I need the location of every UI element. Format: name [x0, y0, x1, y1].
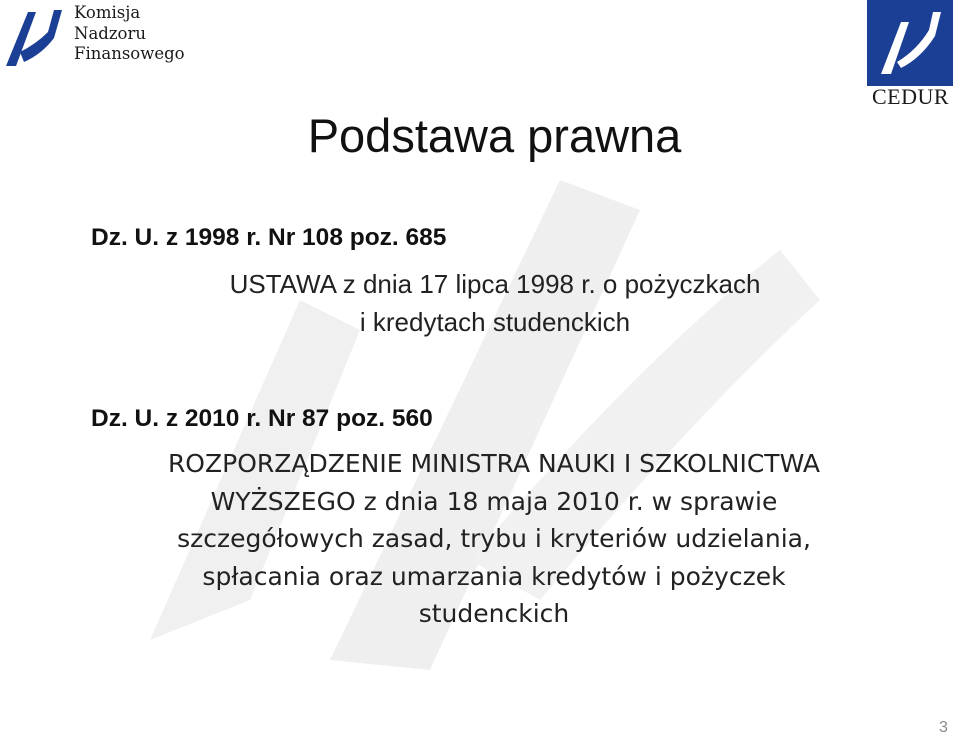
act-line: USTAWA z dnia 17 lipca 1998 r. o pożyczkach [229, 269, 761, 299]
page-title: Podstawa prawna [307, 109, 682, 162]
act-line: i kredytach studenckich [359, 307, 631, 337]
page-number: 3 [939, 719, 948, 736]
reference-act-text [80, 445, 908, 633]
knf-name-line: Nadzoru [74, 23, 146, 43]
knf-name-line: Komisja [74, 3, 141, 22]
cedur-logo [862, 0, 959, 112]
knf-mark-icon [2, 4, 72, 70]
knf-name-line: Finansowego [74, 44, 185, 63]
act-line: szczegółowych zasad, trybu i kryteriów udzielania, [177, 524, 811, 553]
cedur-mark-icon [867, 0, 953, 86]
act-line: spłacania oraz umarzania kredytów i pożyczek [202, 561, 786, 591]
reference-citation: Dz. U. z 1998 r. Nr 108 poz. 685 [91, 224, 447, 251]
cedur-name: CEDUR [871, 84, 950, 109]
reference-act-text [140, 265, 850, 341]
act-line: WYŻSZEGO z dnia 18 maja 2010 r. w sprawie [210, 486, 778, 516]
knf-logo [0, 0, 200, 80]
reference-citation: Dz. U. z 2010 r. Nr 87 poz. 560 [91, 405, 433, 432]
act-line: ROZPORZĄDZENIE MINISTRA NAUKI I SZKOLNICTWA [167, 449, 821, 478]
knf-name [74, 3, 185, 65]
act-line: studenckich [418, 599, 570, 628]
